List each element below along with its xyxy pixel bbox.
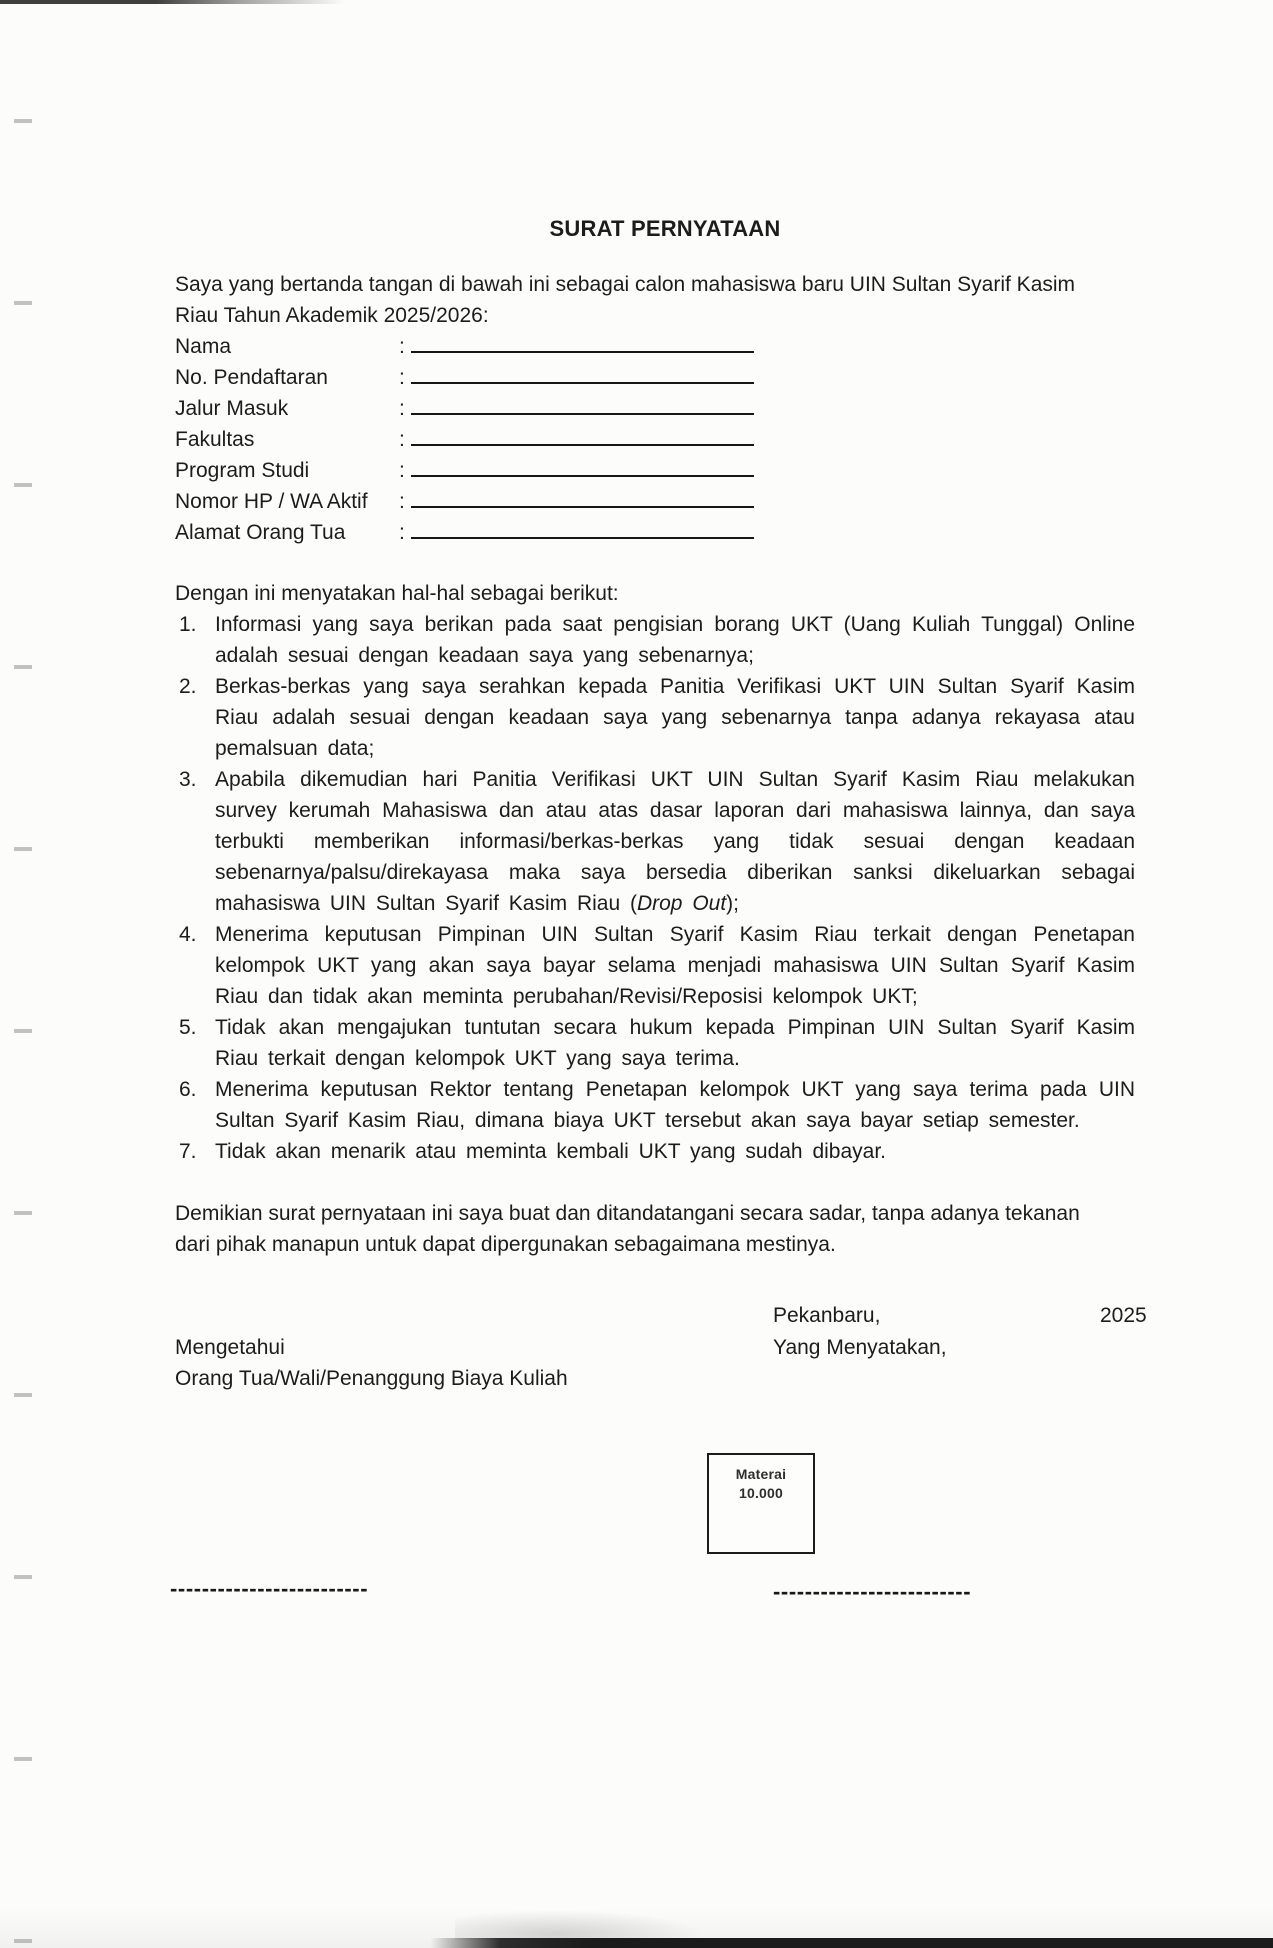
form-field-row [175,455,975,486]
field-label: Alamat Orang Tua [175,521,346,544]
top-edge-scan-line [0,0,345,4]
statement-item [175,1136,1135,1167]
item-text: Informasi yang saya berikan pada saat pengisian borang UKT (Uang Kuliah Tunggal) Online adalah sesuai dengan keadaan saya yang sebenarnya; [215,613,1135,667]
form-field-row [175,486,975,517]
item-number: 3. [179,768,197,791]
form-field-row [175,393,975,424]
left-edge-scan-marks [14,0,32,1948]
field-label: Jalur Masuk [175,397,289,420]
item-number: 4. [179,923,197,946]
field-blank-line [411,455,754,477]
item-text: Menerima keputusan Pimpinan UIN Sultan Syarif Kasim Riau terkait dengan Penetapan kelompok UKT yang akan saya bayar selama menjadi mahasiswa UIN Sultan Syarif Kasim Riau dan tidak akan meminta perubahan/Revisi/Reposisi kelompok UKT; [215,923,1135,1008]
bottom-edge-scan-band [430,1938,1273,1948]
item-number: 7. [179,1140,197,1163]
form-field-row [175,424,975,455]
field-colon: : [399,490,405,513]
field-blank-line [411,362,754,384]
field-colon: : [399,335,405,358]
item-number: 5. [179,1016,197,1039]
right-signature-dashes: ------------------------- [773,1579,972,1604]
statement-item [175,671,1135,764]
field-colon: : [399,397,405,420]
field-colon: : [399,366,405,389]
item-number: 6. [179,1078,197,1101]
statement-section [175,578,1135,1167]
field-label: Nomor HP / WA Aktif [175,490,368,513]
signature-city: Pekanbaru, [773,1304,881,1327]
statement-intro: Dengan ini menyatakan hal-hal sebagai berikut: [175,582,619,605]
item-number: 1. [179,613,197,636]
signature-year: 2025 [1100,1304,1147,1327]
statement-item [175,609,1135,671]
field-blank-line [411,331,754,353]
field-label: Fakultas [175,428,255,451]
item-text: Berkas-berkas yang saya serahkan kepada Panitia Verifikasi UKT UIN Sultan Syarif Kasim Riau adalah sesuai dengan keadaan saya yang sebenarnya tanpa adanya rekayasa atau pemalsuan data; [215,675,1135,760]
item-text: Menerima keputusan Rektor tentang Penetapan kelompok UKT yang saya terima pada UIN Sultan Syarif Kasim Riau, dimana biaya UKT tersebut akan saya bayar setiap semester. [215,1078,1135,1132]
statement-item [175,1074,1135,1136]
field-label: No. Pendaftaran [175,366,328,389]
item-text: Tidak akan menarik atau meminta kembali UKT yang sudah dibayar. [215,1140,886,1163]
field-blank-line [411,486,754,508]
form-field-row [175,362,975,393]
left-signature-dashes: ------------------------- [170,1576,369,1601]
intro-paragraph: Saya yang bertanda tangan di bawah ini sebagai calon mahasiswa baru UIN Sultan Syarif Kasim Riau Tahun Akademik 2025/2026: [175,273,1076,327]
bottom-scan-smudge [455,1910,705,1940]
field-colon: : [399,428,405,451]
item-text: Apabila dikemudian hari Panitia Verifikasi UKT UIN Sultan Syarif Kasim Riau melakukan survey kerumah Mahasiswa dan atau atas dasar laporan dari mahasiswa lainnya, dan saya terbukti memberikan informasi/berkas-berkas yang tidak sesuai dengan keadaan sebenarnya/palsu/direkayasa maka saya bersedia diberikan sanksi dikeluarkan sebagai mahasiswa UIN Sultan Syarif Kasim Riau ( [215,768,1135,915]
materai-label: Materai [735,1466,787,1482]
signature-right-role: Yang Menyatakan, [773,1336,947,1359]
item-number: 2. [179,675,197,698]
statement-item [175,1012,1135,1074]
signature-left-role-1: Mengetahui [175,1336,285,1359]
form-field-row [175,517,975,548]
field-colon: : [399,521,405,544]
field-label: Program Studi [175,459,310,482]
closing-paragraph: Demikian surat pernyataan ini saya buat dan ditandatangani secara sadar, tanpa adanya tekanan dari pihak manapun untuk dapat dipergunakan sebagaimana mestinya. [175,1202,1080,1256]
field-blank-line [411,424,754,446]
item-text-italic: Drop Out [636,892,727,915]
materai-value: 10.000 [738,1485,784,1501]
field-blank-line [411,393,754,415]
field-label: Nama [175,335,232,358]
statement-item [175,919,1135,1012]
statement-list [175,609,1135,1167]
item-text: Tidak akan mengajukan tuntutan secara hukum kepada Pimpinan UIN Sultan Syarif Kasim Riau terkait dengan kelompok UKT yang saya terima. [215,1016,1135,1070]
signature-left-role-2: Orang Tua/Wali/Penanggung Biaya Kuliah [175,1367,568,1390]
statement-item [175,764,1135,919]
field-blank-line [411,517,754,539]
materai-stamp-box [707,1453,815,1554]
item-text: ); [726,892,739,915]
form-field-row [175,331,975,362]
field-colon: : [399,459,405,482]
identity-fields [175,331,975,548]
page-title: SURAT PERNYATAAN [549,216,781,241]
